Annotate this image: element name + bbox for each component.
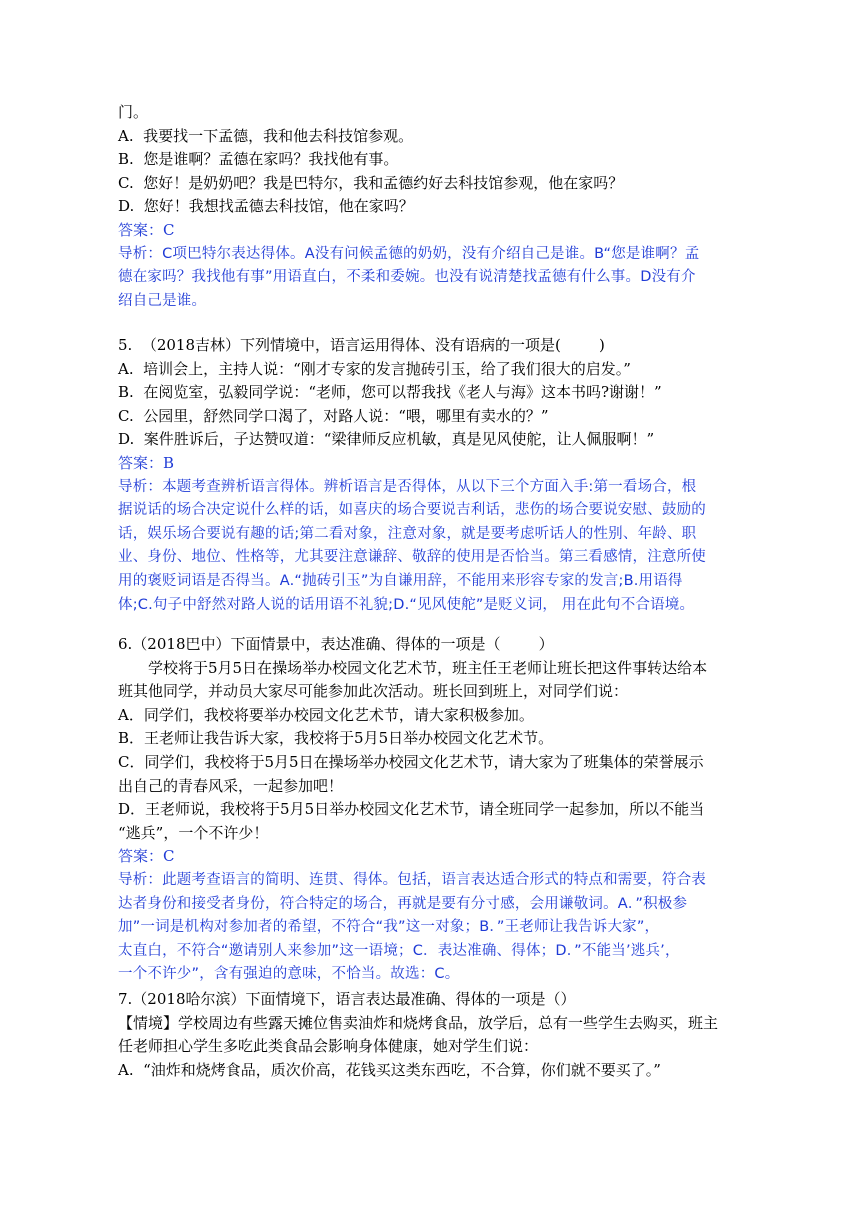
q6-option-a: A．同学们，我校将要举办校园文化艺术节，请大家积极参加。 xyxy=(118,705,534,724)
question-7 xyxy=(118,988,738,1082)
q6-explanation-line: 导析：此题考查语言的简明、连贯、得体。包括，语言表达适合形式的特点和需要，符合表 xyxy=(118,871,706,888)
q7-option-a: A. “油炸和烧烤食品，质次价高，花钱买这类东西吃，不合算，你们就不要买了。” xyxy=(118,1060,661,1079)
q6-answer: 答案：C xyxy=(118,847,175,866)
q4-option-d: D. 您好！我想找孟德去科技馆，他在家吗？ xyxy=(118,197,414,216)
q6-option-c-cont: 出自己的青春风采，一起参加吧！ xyxy=(118,776,344,795)
q5-explanation-line: 业、身份、地位、性格等，尤其要注意谦辞、敬辞的使用是否恰当。第三看感情，注意所使 xyxy=(118,549,706,566)
question-4-tail xyxy=(118,101,738,313)
q7-context-line: 任老师担心学生多吃此类食品会影响身体健康，她对学生们说： xyxy=(118,1037,539,1056)
q7-context-line: 【情境】学校周边有些露天摊位售卖油炸和烧烤食品，放学后，总有一些学生去购买，班主 xyxy=(118,1013,719,1032)
q4-option-c: C. 您好！是奶奶吧？我是巴特尔，我和孟德约好去科技馆参观，他在家吗？ xyxy=(118,173,624,192)
q6-explanation-line: 达者身份和接受者身份，符合特定的场合，再就是要有分寸感，会用谦敬词。A．”积极参 xyxy=(118,895,688,912)
q6-option-b: B．王老师让我告诉大家，我校将于5月5日举办校园文化艺术节。 xyxy=(118,729,554,748)
q5-explanation-line: 体;C.句子中舒然对路人说的话用语不礼貌;D.“见风使舵”是贬义词， 用在此句不合语境。 xyxy=(118,596,695,613)
q6-option-d-cont: “逃兵”，一个不许少！ xyxy=(118,823,269,842)
question-6 xyxy=(118,633,738,987)
q5-option-d: D. 案件胜诉后，子达赞叹道：“梁律师反应机敏，真是见风使舵，让人佩服啊！” xyxy=(118,430,655,449)
q6-option-c: C．同学们，我校将于5月5日在操场举办校园文化艺术节，请大家为了班集体的荣誉展示 xyxy=(118,752,704,771)
q6-option-d: D．王老师说，我校将于5月5日举办校园文化艺术节，请全班同学一起参加，所以不能当 xyxy=(118,800,705,819)
q6-context-line: 学校将于5月5日在操场举办校园文化艺术节，班主任王老师让班长把这件事转达给本 xyxy=(148,658,708,677)
q6-explanation-line: 太直白，不符合“邀请别人来参加”这一语境；C．表达准确、得体；D．”不能当’逃兵’， xyxy=(118,942,680,959)
q4-explanation-line: 绍自己是谁。 xyxy=(118,292,207,309)
q7-stem: 7.（2018哈尔滨）下面情境下，语言表达最准确、得体的一项是（） xyxy=(118,990,576,1008)
q4-option-b: B. 您是谁啊？孟德在家吗？我找他有事。 xyxy=(118,150,399,169)
question-5 xyxy=(118,334,738,617)
q5-option-a: A. 培训会上，主持人说：“刚才专家的发言抛砖引玉，给了我们很大的启发。” xyxy=(118,359,631,378)
q5-answer: 答案：B xyxy=(118,453,175,472)
q6-explanation-line: 一个不许少”，含有强迫的意味，不恰当。故选：C。 xyxy=(118,966,460,983)
q4-option-a: A. 我要找一下孟德，我和他去科技馆参观。 xyxy=(118,126,414,145)
q5-stem: 5. （2018吉林）下列情境中，语言运用得体、没有语病的一项是( ) xyxy=(118,336,605,354)
q6-explanation-line: 加”一词是机构对参加者的希望，不符合“我”这一对象；B．”王老师让我告诉大家”， xyxy=(118,919,660,936)
q4-answer: 答案：C xyxy=(118,220,175,239)
q4-explanation-line: 德在家吗？我找他有事”用语直白，不柔和委婉。也没有说清楚找孟德有什么事。D没有介 xyxy=(118,269,696,286)
q5-explanation-line: 话，娱乐场合要说有趣的话;第二看对象，注意对象，就是要考虑听话人的性别、年龄、职 xyxy=(118,525,697,542)
q5-explanation-line: 用的褒贬词语是否得当。A.“抛砖引玉”为自谦用辞，不能用来形容专家的发言;B.用语得 xyxy=(118,572,683,589)
q4-explanation-line: 导析：C项巴特尔表达得体。A没有问候孟德的奶奶，没有介绍自己是谁。B“您是谁啊？孟 xyxy=(118,245,700,262)
q5-explanation-line: 导析：本题考查辨析语言得体。辨析语言是否得体，从以下三个方面入手:第一看场合，根 xyxy=(118,478,697,495)
q5-option-c: C. 公园里，舒然同学口渴了，对路人说：“喂，哪里有卖水的？” xyxy=(118,406,549,425)
q5-explanation-line: 据说话的场合决定说什么样的话，如喜庆的场合要说吉利话，悲伤的场合要说安慰、鼓励的 xyxy=(118,502,706,519)
q5-option-b: B. 在阅览室，弘毅同学说：“老师，您可以帮我找《老人与海》这本书吗?谢谢！” xyxy=(118,383,662,402)
q6-stem: 6.（2018巴中）下面情景中，表达准确、得体的一项是（ ） xyxy=(118,635,554,653)
q4-continuation: 门。 xyxy=(118,103,149,121)
q6-context-line: 班其他同学，并动员大家尽可能参加此次活动。班长回到班上，对同学们说： xyxy=(118,682,629,701)
